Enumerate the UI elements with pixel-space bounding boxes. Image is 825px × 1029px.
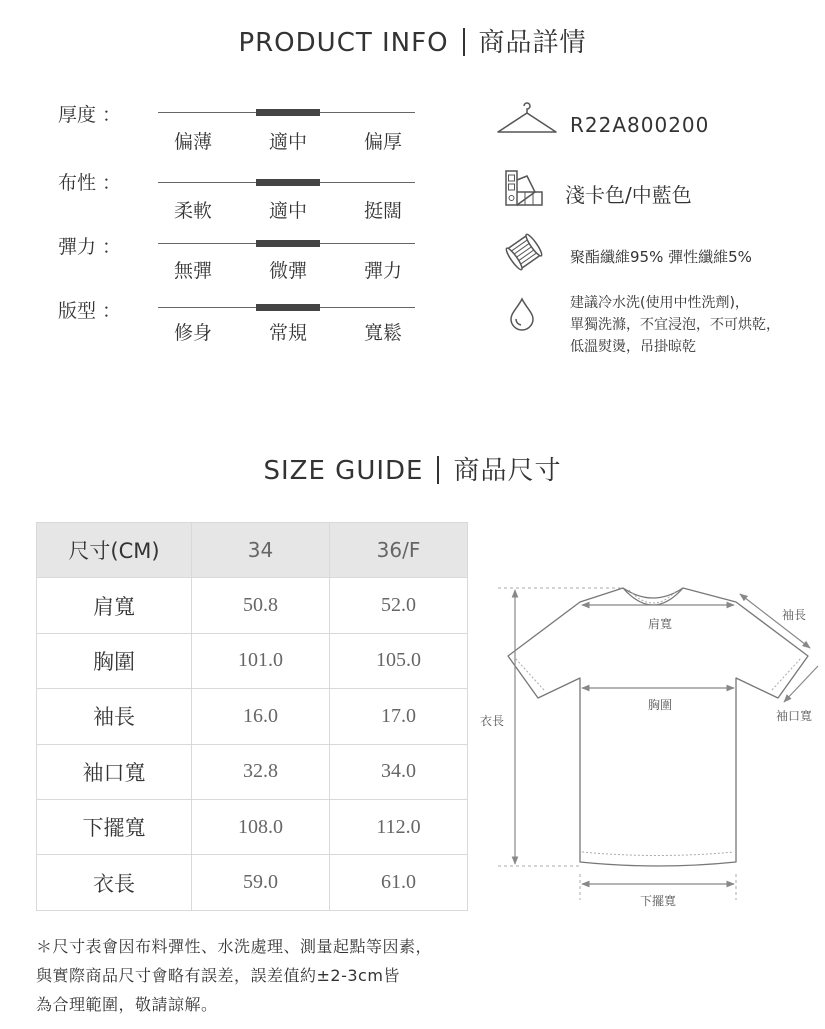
diagram-label-chest: 胸圍	[648, 698, 673, 712]
attr-option: 微彈	[268, 260, 307, 282]
table-cell: 108.0	[192, 799, 330, 854]
note-line: 為合理範圍，敬請諒解。	[36, 995, 218, 1014]
attr-marker-fabric	[256, 179, 320, 186]
row-label: 袖口寬	[37, 744, 192, 799]
attr-option: 彈力	[363, 260, 402, 282]
table-cell: 50.8	[192, 578, 330, 633]
attr-label-elasticity: 彈力 ：	[58, 236, 122, 258]
product-info-title	[0, 22, 825, 59]
product-code: R22A800200	[570, 113, 710, 137]
hanger-icon	[496, 98, 558, 138]
attr-label-fabric: 布性 ：	[58, 172, 122, 194]
row-label: 肩寬	[37, 578, 192, 633]
diagram-label-hem: 下擺寬	[640, 894, 677, 908]
size-guide-title-zh: 商品尺寸	[453, 456, 562, 486]
table-row	[37, 578, 468, 633]
attr-option: 無彈	[173, 260, 212, 282]
product-material: 聚酯纖維95% 彈性纖維5%	[570, 248, 752, 266]
table-cell: 16.0	[192, 689, 330, 744]
product-info-title-en: PRODUCT INFO	[238, 28, 449, 58]
note-line: 與實際商品尺寸會略有誤差，誤差值約±2-3cm皆	[36, 966, 400, 985]
attr-option: 適中	[268, 200, 307, 222]
attr-marker-fit	[256, 304, 320, 311]
attr-label-fit: 版型 ：	[58, 300, 122, 322]
attr-option: 柔軟	[173, 200, 212, 222]
care-line: 建議冷水洗(使用中性洗劑)，	[570, 295, 749, 311]
title-divider	[437, 456, 439, 484]
product-info-title-zh: 商品詳情	[478, 28, 587, 58]
care-instructions	[570, 292, 780, 358]
row-label: 下擺寬	[37, 799, 192, 854]
note-line: ＊尺寸表會因布料彈性、水洗處理、測量起點等因素，	[36, 937, 433, 956]
table-cell: 59.0	[192, 855, 330, 910]
water-drop-icon	[507, 296, 537, 332]
product-color: 淺卡色/中藍色	[565, 183, 692, 207]
size-guide-title	[0, 450, 825, 487]
table-header-row	[37, 523, 468, 578]
color-swatch-icon	[503, 168, 545, 208]
table-cell: 17.0	[330, 689, 468, 744]
attr-option: 適中	[268, 131, 307, 153]
table-cell: 105.0	[330, 633, 468, 688]
diagram-label-sleeve: 袖長	[782, 608, 807, 622]
title-divider	[463, 28, 465, 56]
table-row	[37, 744, 468, 799]
diagram-label-shoulder: 肩寬	[648, 617, 673, 631]
table-row	[37, 689, 468, 744]
attr-option: 挺闊	[363, 200, 402, 222]
size-note	[36, 932, 476, 1019]
size-guide-title-en: SIZE GUIDE	[263, 456, 424, 486]
care-line: 單獨洗滌，不宜浸泡，不可烘乾，	[570, 317, 780, 333]
diagram-label-cuff: 袖口寬	[776, 709, 813, 723]
table-cell: 101.0	[192, 633, 330, 688]
table-header-cell: 尺寸(CM)	[37, 523, 192, 578]
attr-option: 偏厚	[363, 131, 402, 153]
attr-marker-elasticity	[256, 240, 320, 247]
size-table	[36, 522, 468, 911]
table-row	[37, 633, 468, 688]
attr-label-thickness: 厚度 ：	[58, 104, 122, 126]
attr-option: 偏薄	[173, 131, 212, 153]
table-header-cell: 36/F	[330, 523, 468, 578]
care-line: 低溫熨燙，吊掛晾乾	[570, 339, 696, 355]
table-cell: 61.0	[330, 855, 468, 910]
thread-spool-icon	[500, 232, 548, 272]
attr-marker-thickness	[256, 109, 320, 116]
table-cell: 32.8	[192, 744, 330, 799]
table-header-cell: 34	[192, 523, 330, 578]
table-cell: 112.0	[330, 799, 468, 854]
table-cell: 34.0	[330, 744, 468, 799]
table-row	[37, 799, 468, 854]
row-label: 胸圍	[37, 633, 192, 688]
table-row	[37, 855, 468, 910]
table-cell: 52.0	[330, 578, 468, 633]
attr-option: 修身	[173, 322, 212, 344]
row-label: 袖長	[37, 689, 192, 744]
row-label: 衣長	[37, 855, 192, 910]
attr-option: 寬鬆	[363, 322, 402, 344]
diagram-label-length: 衣長	[480, 714, 505, 728]
attr-option: 常規	[268, 322, 307, 344]
